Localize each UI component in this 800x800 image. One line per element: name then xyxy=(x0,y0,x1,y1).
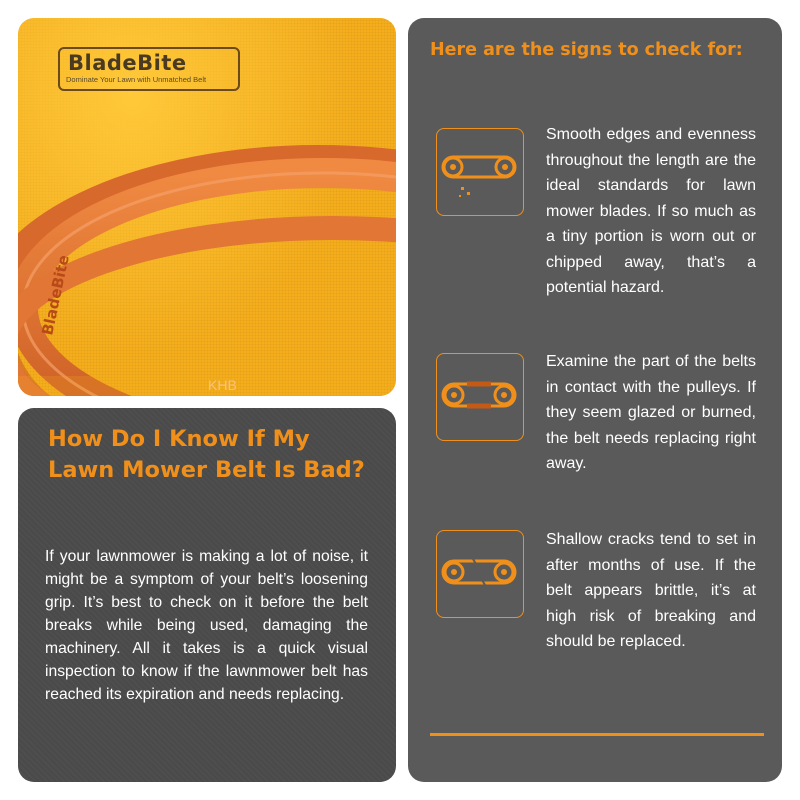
logo-name: BladeBite xyxy=(68,51,187,75)
belt-debris-icon xyxy=(436,128,524,216)
bottom-divider xyxy=(430,733,764,736)
belt-print-text: BladeBite xyxy=(38,253,73,337)
intro-title: How Do I Know If My Lawn Mower Belt Is Bad? xyxy=(48,426,365,483)
signs-title: Here are the signs to check for: xyxy=(430,40,743,60)
sign-text-3: Shallow cracks tend to set in after months of use. If the belt appears brittle, it’s at high risk of breaking and should be replaced. xyxy=(546,531,756,650)
belt-code-text: KHB xyxy=(208,377,237,393)
sign-text-1: Smooth edges and evenness throughout the length are the ideal standards for lawn mower blades. If so much as a tiny portion is worn out or chipped away, that’s a potential hazard. xyxy=(546,126,756,296)
intro-body: If your lawnmower is making a lot of noise, it might be a symptom of your belt’s loosening grip. It’s best to check on it before the belt breaks while being used, damaging the machinery. All it takes is a quick visual inspection to know if the lawnmower belt has reached its expiration and needs replacing. xyxy=(45,548,368,703)
logo-tagline: Dominate Your Lawn with Unmatched Belt xyxy=(66,75,207,84)
belt-cracked-icon xyxy=(436,530,524,618)
sign-text-2: Examine the part of the belts in contact with the pulleys. If they seem glazed or burned, the belt needs replacing right away. xyxy=(546,353,756,472)
belt-glazed-icon xyxy=(436,353,524,441)
